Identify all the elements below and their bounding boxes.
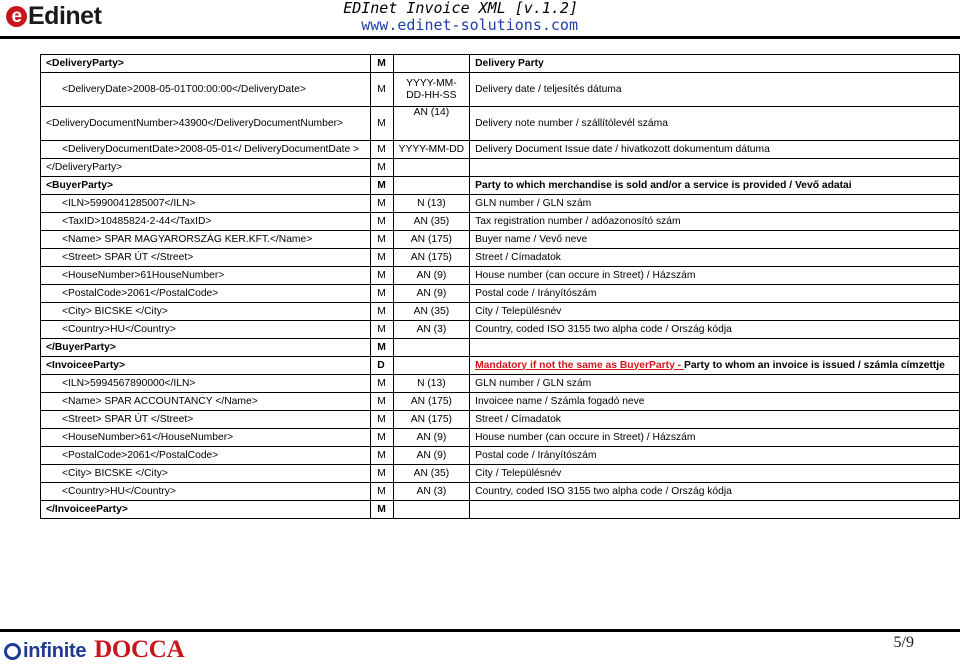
description-cell [470,159,960,177]
table-row [41,73,960,107]
format-cell: AN (35) [393,213,469,231]
requirement-cell: M [371,231,393,249]
format-cell: AN (175) [393,393,469,411]
format-cell: N (13) [393,195,469,213]
format-cell: YYYY-MM-DD-HH-SS [393,73,469,107]
xml-element-cell: <Country>HU</Country> [41,483,371,501]
xml-element-cell: <HouseNumber>61</HouseNumber> [41,429,371,447]
xml-element-cell: <Street> SPAR ÚT </Street> [41,411,371,429]
table-row [41,321,960,339]
requirement-cell: D [371,357,393,375]
format-cell: AN (35) [393,303,469,321]
requirement-cell: M [371,393,393,411]
description-cell: Delivery note number / szállítólevél száma [470,107,960,141]
format-cell [393,357,469,375]
xml-spec-table [40,54,960,519]
xml-element-cell: </DeliveryParty> [41,159,371,177]
xml-element-cell: <DeliveryParty> [41,55,371,73]
requirement-cell: M [371,107,393,141]
footer-brand-docca: DOCCA [94,636,185,663]
infinite-circle-icon [4,643,21,660]
xml-element-cell: <HouseNumber>61HouseNumber> [41,267,371,285]
table-row [41,195,960,213]
table-row [41,177,960,195]
requirement-cell: M [371,141,393,159]
requirement-cell: M [371,411,393,429]
requirement-cell: M [371,465,393,483]
xml-element-cell: <PostalCode>2061</PostalCode> [41,447,371,465]
format-cell: AN (3) [393,321,469,339]
table-row [41,249,960,267]
description-cell: Delivery Party [470,55,960,73]
requirement-cell: M [371,339,393,357]
requirement-cell: M [371,429,393,447]
table-row [41,447,960,465]
description-cell: Postal code / Irányítószám [470,447,960,465]
edinet-logo [6,2,101,31]
description-cell [470,339,960,357]
table-row [41,375,960,393]
logo-e-mark: e [6,6,27,27]
page-number: 5/9 [893,634,914,651]
description-cell: GLN number / GLN szám [470,375,960,393]
mandatory-note: Mandatory if not the same as BuyerParty - [475,359,684,371]
table-row [41,393,960,411]
requirement-cell: M [371,447,393,465]
requirement-cell: M [371,303,393,321]
description-cell: Party to which merchandise is sold and/or a service is provided / Vevő adatai [470,177,960,195]
requirement-cell: M [371,375,393,393]
infinite-docca-logo [4,636,184,664]
xml-element-cell: <Name> SPAR ACCOUNTANCY </Name> [41,393,371,411]
requirement-cell: M [371,249,393,267]
format-cell: AN (14) [393,107,469,141]
format-cell: AN (175) [393,249,469,267]
description-cell: Delivery date / teljesítés dátuma [470,73,960,107]
description-cell: Country, coded ISO 3155 two alpha code / Ország kódja [470,483,960,501]
description-cell: Street / Címadatok [470,411,960,429]
xml-element-cell: <DeliveryDate>2008-05-01T00:00:00</DeliveryDate> [41,73,371,107]
table-row [41,483,960,501]
xml-element-cell: <Street> SPAR ÚT </Street> [41,249,371,267]
description-cell: Postal code / Irányítószám [470,285,960,303]
description-text: Party to whom an invoice is issued / számla címzettje [683,359,945,371]
format-cell [393,55,469,73]
requirement-cell: M [371,195,393,213]
table-row [41,231,960,249]
header-divider [0,36,960,39]
table-row [41,213,960,231]
format-cell: AN (35) [393,465,469,483]
description-cell: House number (can occure in Street) / Házszám [470,267,960,285]
xml-element-cell: <ILN>5990041285007</ILN> [41,195,371,213]
xml-element-cell: <PostalCode>2061</PostalCode> [41,285,371,303]
format-cell: AN (175) [393,231,469,249]
description-cell: GLN number / GLN szám [470,195,960,213]
description-cell [470,501,960,519]
requirement-cell: M [371,285,393,303]
description-cell: Country, coded ISO 3155 two alpha code / Ország kódja [470,321,960,339]
table-row [41,429,960,447]
format-cell [393,159,469,177]
format-cell: AN (9) [393,447,469,465]
format-cell: AN (9) [393,285,469,303]
description-cell: Delivery Document Issue date / hivatkozott dokumentum dátuma [470,141,960,159]
description-cell: House number (can occure in Street) / Házszám [470,429,960,447]
header-right [343,0,578,34]
format-cell: AN (9) [393,267,469,285]
table-row [41,141,960,159]
xml-element-cell: <City> BICSKE </City> [41,465,371,483]
table-row [41,339,960,357]
requirement-cell: M [371,55,393,73]
logo-text: Edinet [28,2,102,30]
xml-element-cell: </BuyerParty> [41,339,371,357]
xml-element-cell: <InvoiceeParty> [41,357,371,375]
xml-element-cell: <BuyerParty> [41,177,371,195]
requirement-cell: M [371,177,393,195]
requirement-cell: M [371,213,393,231]
description-cell: Buyer name / Vevő neve [470,231,960,249]
xml-element-cell: </InvoiceeParty> [41,501,371,519]
table-row [41,267,960,285]
xml-element-cell: <DeliveryDocumentDate>2008-05-01</ DeliveryDocumentDate > [41,141,371,159]
format-cell [393,177,469,195]
xml-element-cell: <DeliveryDocumentNumber>43900</DeliveryDocumentNumber> [41,107,371,141]
format-cell: AN (175) [393,411,469,429]
xml-element-cell: <TaxID>10485824-2-44</TaxID> [41,213,371,231]
table-row [41,357,960,375]
table-row [41,411,960,429]
footer-brand: infinite [23,640,87,662]
table-row [41,303,960,321]
description-cell [470,357,960,375]
requirement-cell: M [371,267,393,285]
document-title: EDInet Invoice XML [v.1.2] [343,0,578,17]
description-cell: Tax registration number / adóazonosító szám [470,213,960,231]
table-row [41,465,960,483]
description-cell: Street / Címadatok [470,249,960,267]
requirement-cell: M [371,73,393,107]
xml-element-cell: <ILN>5994567890000</ILN> [41,375,371,393]
xml-element-cell: <City> BICSKE </City> [41,303,371,321]
format-cell [393,339,469,357]
footer-divider [0,629,960,632]
xml-element-cell: <Name> SPAR MAGYARORSZÁG KER.KFT.</Name> [41,231,371,249]
table-row [41,107,960,141]
format-cell [393,501,469,519]
description-cell: Invoicee name / Számla fogadó neve [470,393,960,411]
format-cell: AN (3) [393,483,469,501]
table-row [41,159,960,177]
format-cell: AN (9) [393,429,469,447]
description-cell: City / Településnév [470,303,960,321]
requirement-cell: M [371,501,393,519]
table-row [41,501,960,519]
table-row [41,55,960,73]
format-cell: N (13) [393,375,469,393]
format-cell: YYYY-MM-DD [393,141,469,159]
requirement-cell: M [371,483,393,501]
requirement-cell: M [371,159,393,177]
requirement-cell: M [371,321,393,339]
description-cell: City / Településnév [470,465,960,483]
website-link[interactable]: www.edinet-solutions.com [361,16,578,34]
table-row [41,285,960,303]
xml-element-cell: <Country>HU</Country> [41,321,371,339]
